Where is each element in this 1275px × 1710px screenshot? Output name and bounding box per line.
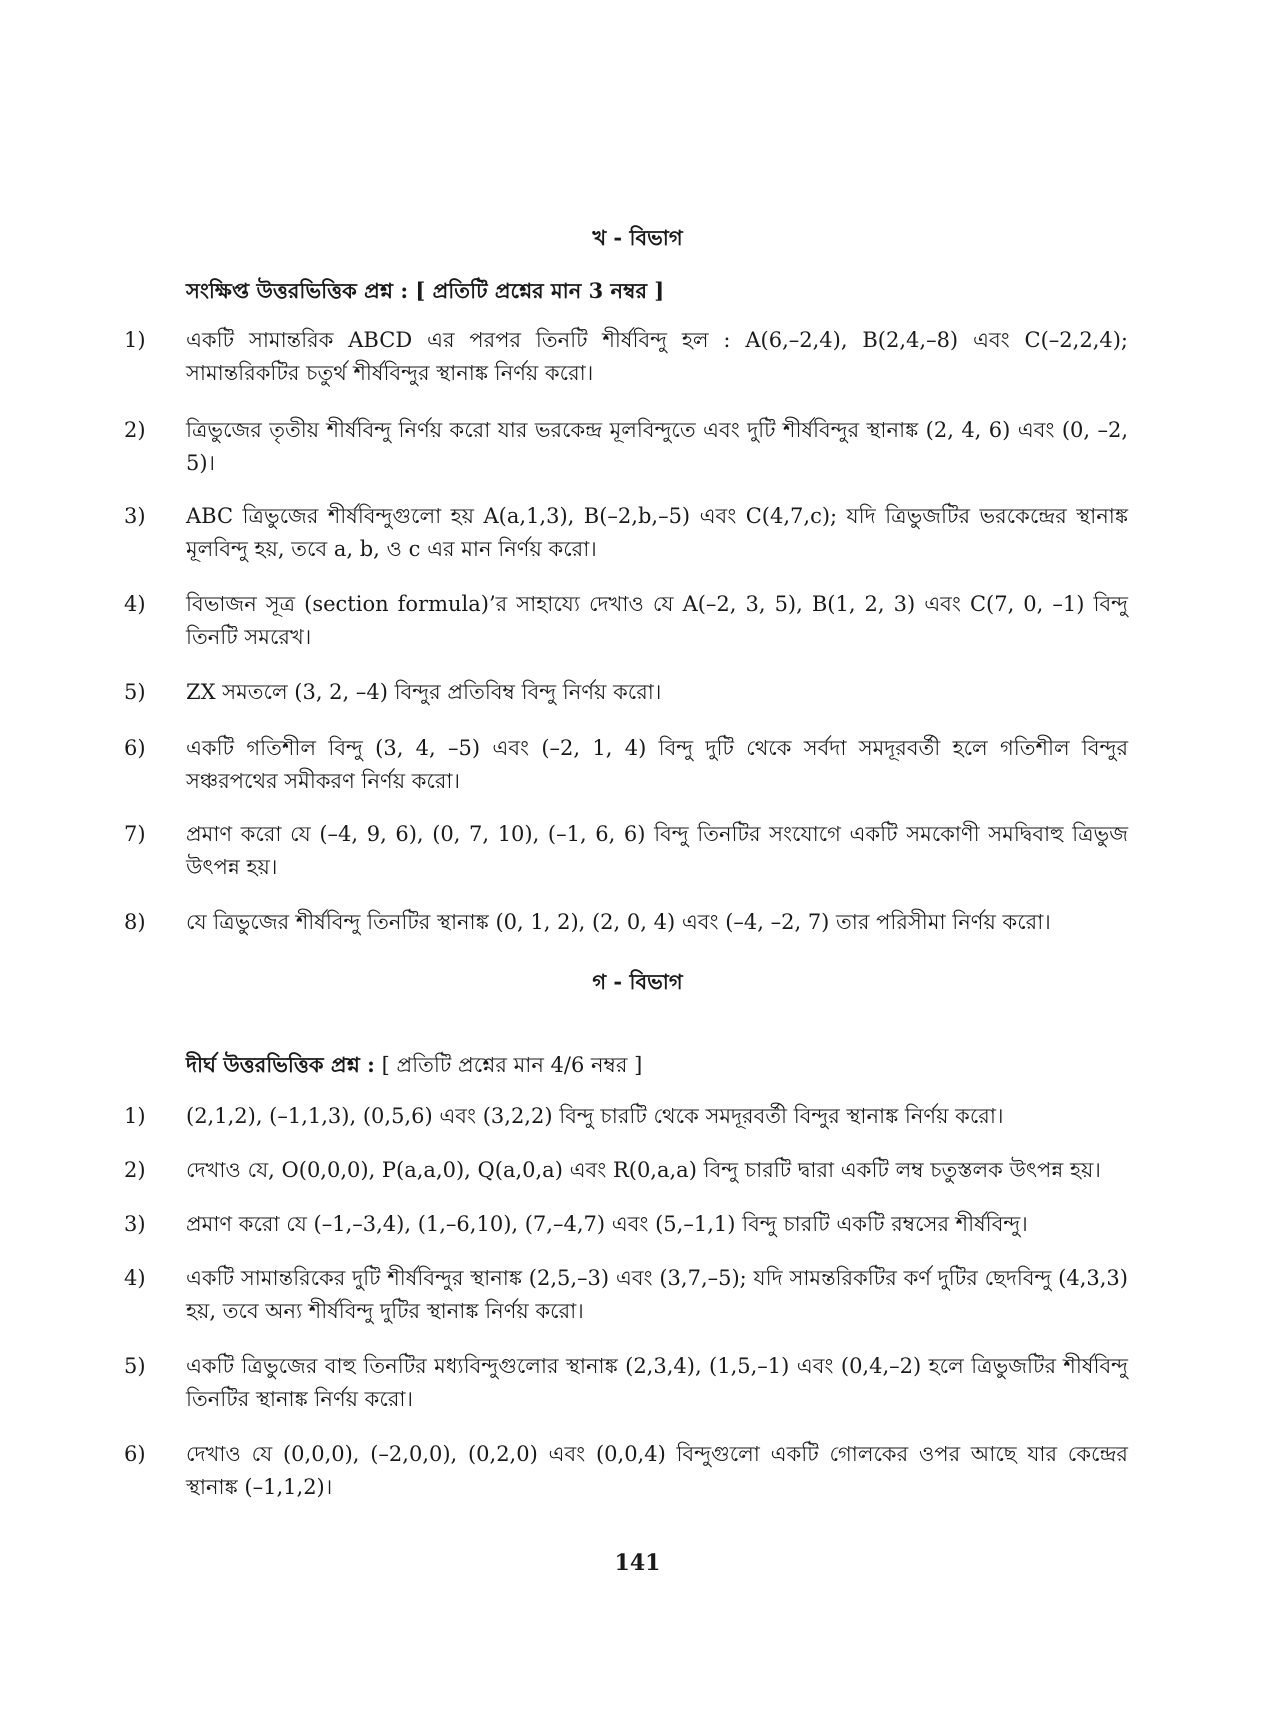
question-text: একটি সামান্তরিকের দুটি শীর্ষবিন্দুর স্থানাঙ্ক (2,5,–3) এবং (3,7,–5); যদি সামন্তরিকটির কর্ণ দুটির ছেদবিন্দু (4,3,3) হয়, তবে অন্য শীর্ষবিন্দু দুটির স্থানাঙ্ক নির্ণয় করো।	[186, 1266, 1128, 1323]
question-text: ABC ত্রিভুজের শীর্ষবিন্দুগুলো হয় A(a,1,3), B(–2,b,–5) এবং C(4,7,c); যদি ত্রিভুজটির ভরকেন্দ্রের স্থানাঙ্ক মূলবিন্দু হয়, তবে a, b, ও c এর মান নির্ণয় করো।	[186, 504, 1128, 561]
question-text: প্রমাণ করো যে (–1,–3,4), (1,–6,10), (7,–4,7) এবং (5,–1,1) বিন্দু চারটি একটি রম্বসের শীর্ষবিন্দু।	[186, 1212, 1028, 1236]
section-intro-kha	[186, 276, 1146, 306]
question-number: 1)	[124, 1104, 146, 1128]
page-number: 141	[614, 1550, 661, 1576]
question-number: 5)	[124, 1354, 146, 1378]
question-text: দেখাও যে, O(0,0,0), P(a,a,0), Q(a,0,a) এবং R(0,a,a) বিন্দু চারটি দ্বারা একটি লম্ব চতুস্তলক উৎপন্ন হয়।	[186, 1158, 1101, 1182]
question-number: 6)	[124, 1442, 146, 1466]
section-intro-marks: [ প্রতিটি প্রশ্নের মান 4/6 নম্বর ]	[374, 1053, 643, 1077]
question-number: 3)	[124, 1212, 146, 1236]
question-number: 7)	[124, 822, 146, 846]
question-text: যে ত্রিভুজের শীর্ষবিন্দু তিনটির স্থানাঙ্ক (0, 1, 2), (2, 0, 4) এবং (–4, –2, 7) তার পরিসীমা নির্ণয় করো।	[186, 910, 1051, 934]
question-text: (2,1,2), (–1,1,3), (0,5,6) এবং (3,2,2) বিন্দু চারটি থেকে সমদূরবর্তী বিন্দুর স্থানাঙ্ক নির্ণয় করো।	[186, 1104, 1004, 1128]
question-text: ZX সমতলে (3, 2, –4) বিন্দুর প্রতিবিম্ব বিন্দু নির্ণয় করো।	[186, 680, 662, 704]
question-number: 4)	[124, 1266, 146, 1290]
question-text: বিভাজন সূত্র (section formula)’র সাহায্যে দেখাও যে A(–2, 3, 5), B(1, 2, 3) এবং C(7, 0, –1) বিন্দু তিনটি সমরেখ।	[186, 592, 1128, 649]
question-number: 2)	[124, 418, 146, 442]
section-heading-ga: গ - বিভাগ	[592, 969, 683, 994]
question-number: 8)	[124, 910, 146, 934]
question-text: একটি গতিশীল বিন্দু (3, 4, –5) এবং (–2, 1, 4) বিন্দু দুটি থেকে সর্বদা সমদূরবর্তী হলে গতিশীল বিন্দুর সঞ্চরপথের সমীকরণ নির্ণয় করো।	[186, 736, 1128, 793]
question-text: একটি ত্রিভুজের বাহু তিনটির মধ্যবিন্দুগুলোর স্থানাঙ্ক (2,3,4), (1,5,–1) এবং (0,4,–2) হলে ত্রিভুজটির শীর্ষবিন্দু তিনটির স্থানাঙ্ক নির্ণয় করো।	[186, 1354, 1128, 1411]
question-text: ত্রিভুজের তৃতীয় শীর্ষবিন্দু নির্ণয় করো যার ভরকেন্দ্র মূলবিন্দুতে এবং দুটি শীর্ষবিন্দুর স্থানাঙ্ক (2, 4, 6) এবং (0, –2, 5)।	[186, 418, 1128, 475]
question-text: একটি সামান্তরিক ABCD এর পরপর তিনটি শীর্ষবিন্দু হল : A(6,–2,4), B(2,4,–8) এবং C(–2,2,4); সামান্তরিকটির চতুর্থ শীর্ষবিন্দুর স্থানাঙ্ক নির্ণয় করো।	[186, 328, 1128, 385]
question-number: 5)	[124, 680, 146, 704]
question-number: 1)	[124, 328, 146, 352]
question-text: প্রমাণ করো যে (–4, 9, 6), (0, 7, 10), (–1, 6, 6) বিন্দু তিনটির সংযোগে একটি সমকোণী সমদ্বিবাহু ত্রিভুজ উৎপন্ন হয়।	[186, 822, 1128, 879]
section-heading-kha: খ - বিভাগ	[592, 225, 683, 250]
section-intro-ga	[186, 1050, 1146, 1080]
section-intro-title: দীর্ঘ উত্তরভিত্তিক প্রশ্ন :	[186, 1052, 375, 1077]
question-number: 4)	[124, 592, 146, 616]
question-number: 2)	[124, 1158, 146, 1182]
question-text: দেখাও যে (0,0,0), (–2,0,0), (0,2,0) এবং (0,0,4) বিন্দুগুলো একটি গোলকের ওপর আছে যার কেন্দ্রের স্থানাঙ্ক (–1,1,2)।	[186, 1442, 1128, 1499]
question-number: 3)	[124, 504, 146, 528]
question-number: 6)	[124, 736, 146, 760]
section-intro-title: সংক্ষিপ্ত উত্তরভিত্তিক প্রশ্ন : [ প্রতিটি প্রশ্নের মান 3 নম্বর ]	[186, 278, 665, 303]
